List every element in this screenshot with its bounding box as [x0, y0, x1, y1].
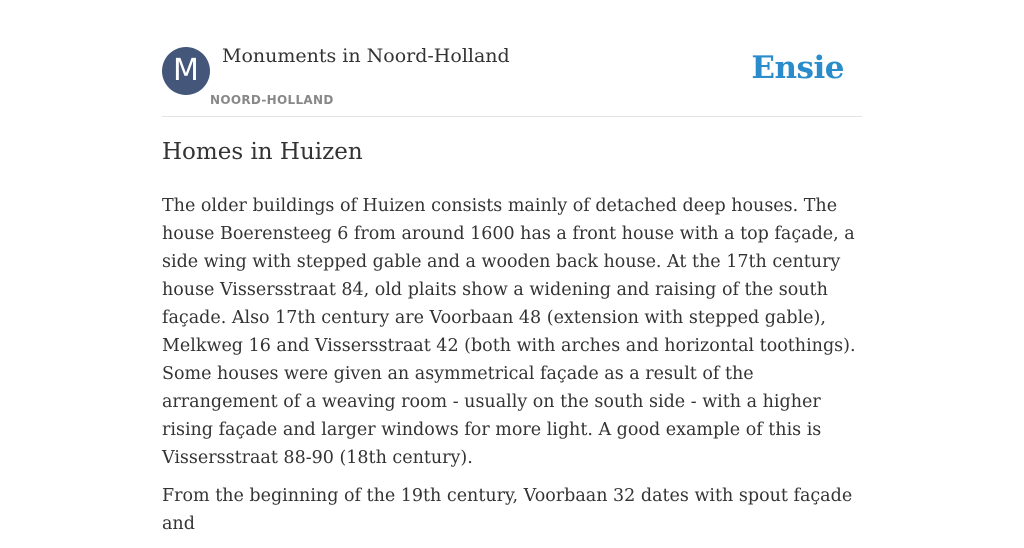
article-title: Homes in Huizen: [162, 139, 363, 165]
article-paragraph: The older buildings of Huizen consists mainly of detached deep houses. The house Boerensteeg 6 from around 1600 has a front house with a top façade, a side wing with stepped gable and a wooden back house. At the 17th century house Vissersstraat 84, old plaits show a widening and raising of the south façade. Also 17th century are Voorbaan 48 (extension with stepped gable), Melkweg 16 and Vissersstraat 42 (both with arches and horizontal toothings). Some houses were given an asymmetrical façade as a result of the arrangement of a weaving room - usually on the south side - with a higher rising façade and larger windows for more light. A good example of this is Vissersstraat 88-90 (18th century).: [162, 196, 856, 468]
avatar[interactable]: M: [162, 47, 210, 95]
category-label[interactable]: NOORD-HOLLAND: [210, 93, 334, 107]
article-body: [162, 192, 864, 548]
site-title[interactable]: Monuments in Noord-Holland: [222, 45, 510, 67]
header: [162, 0, 862, 117]
brand-logo[interactable]: Ensie: [751, 50, 844, 86]
article-paragraph: From the beginning of the 19th century, Voorbaan 32 dates with spout façade and: [162, 486, 853, 534]
